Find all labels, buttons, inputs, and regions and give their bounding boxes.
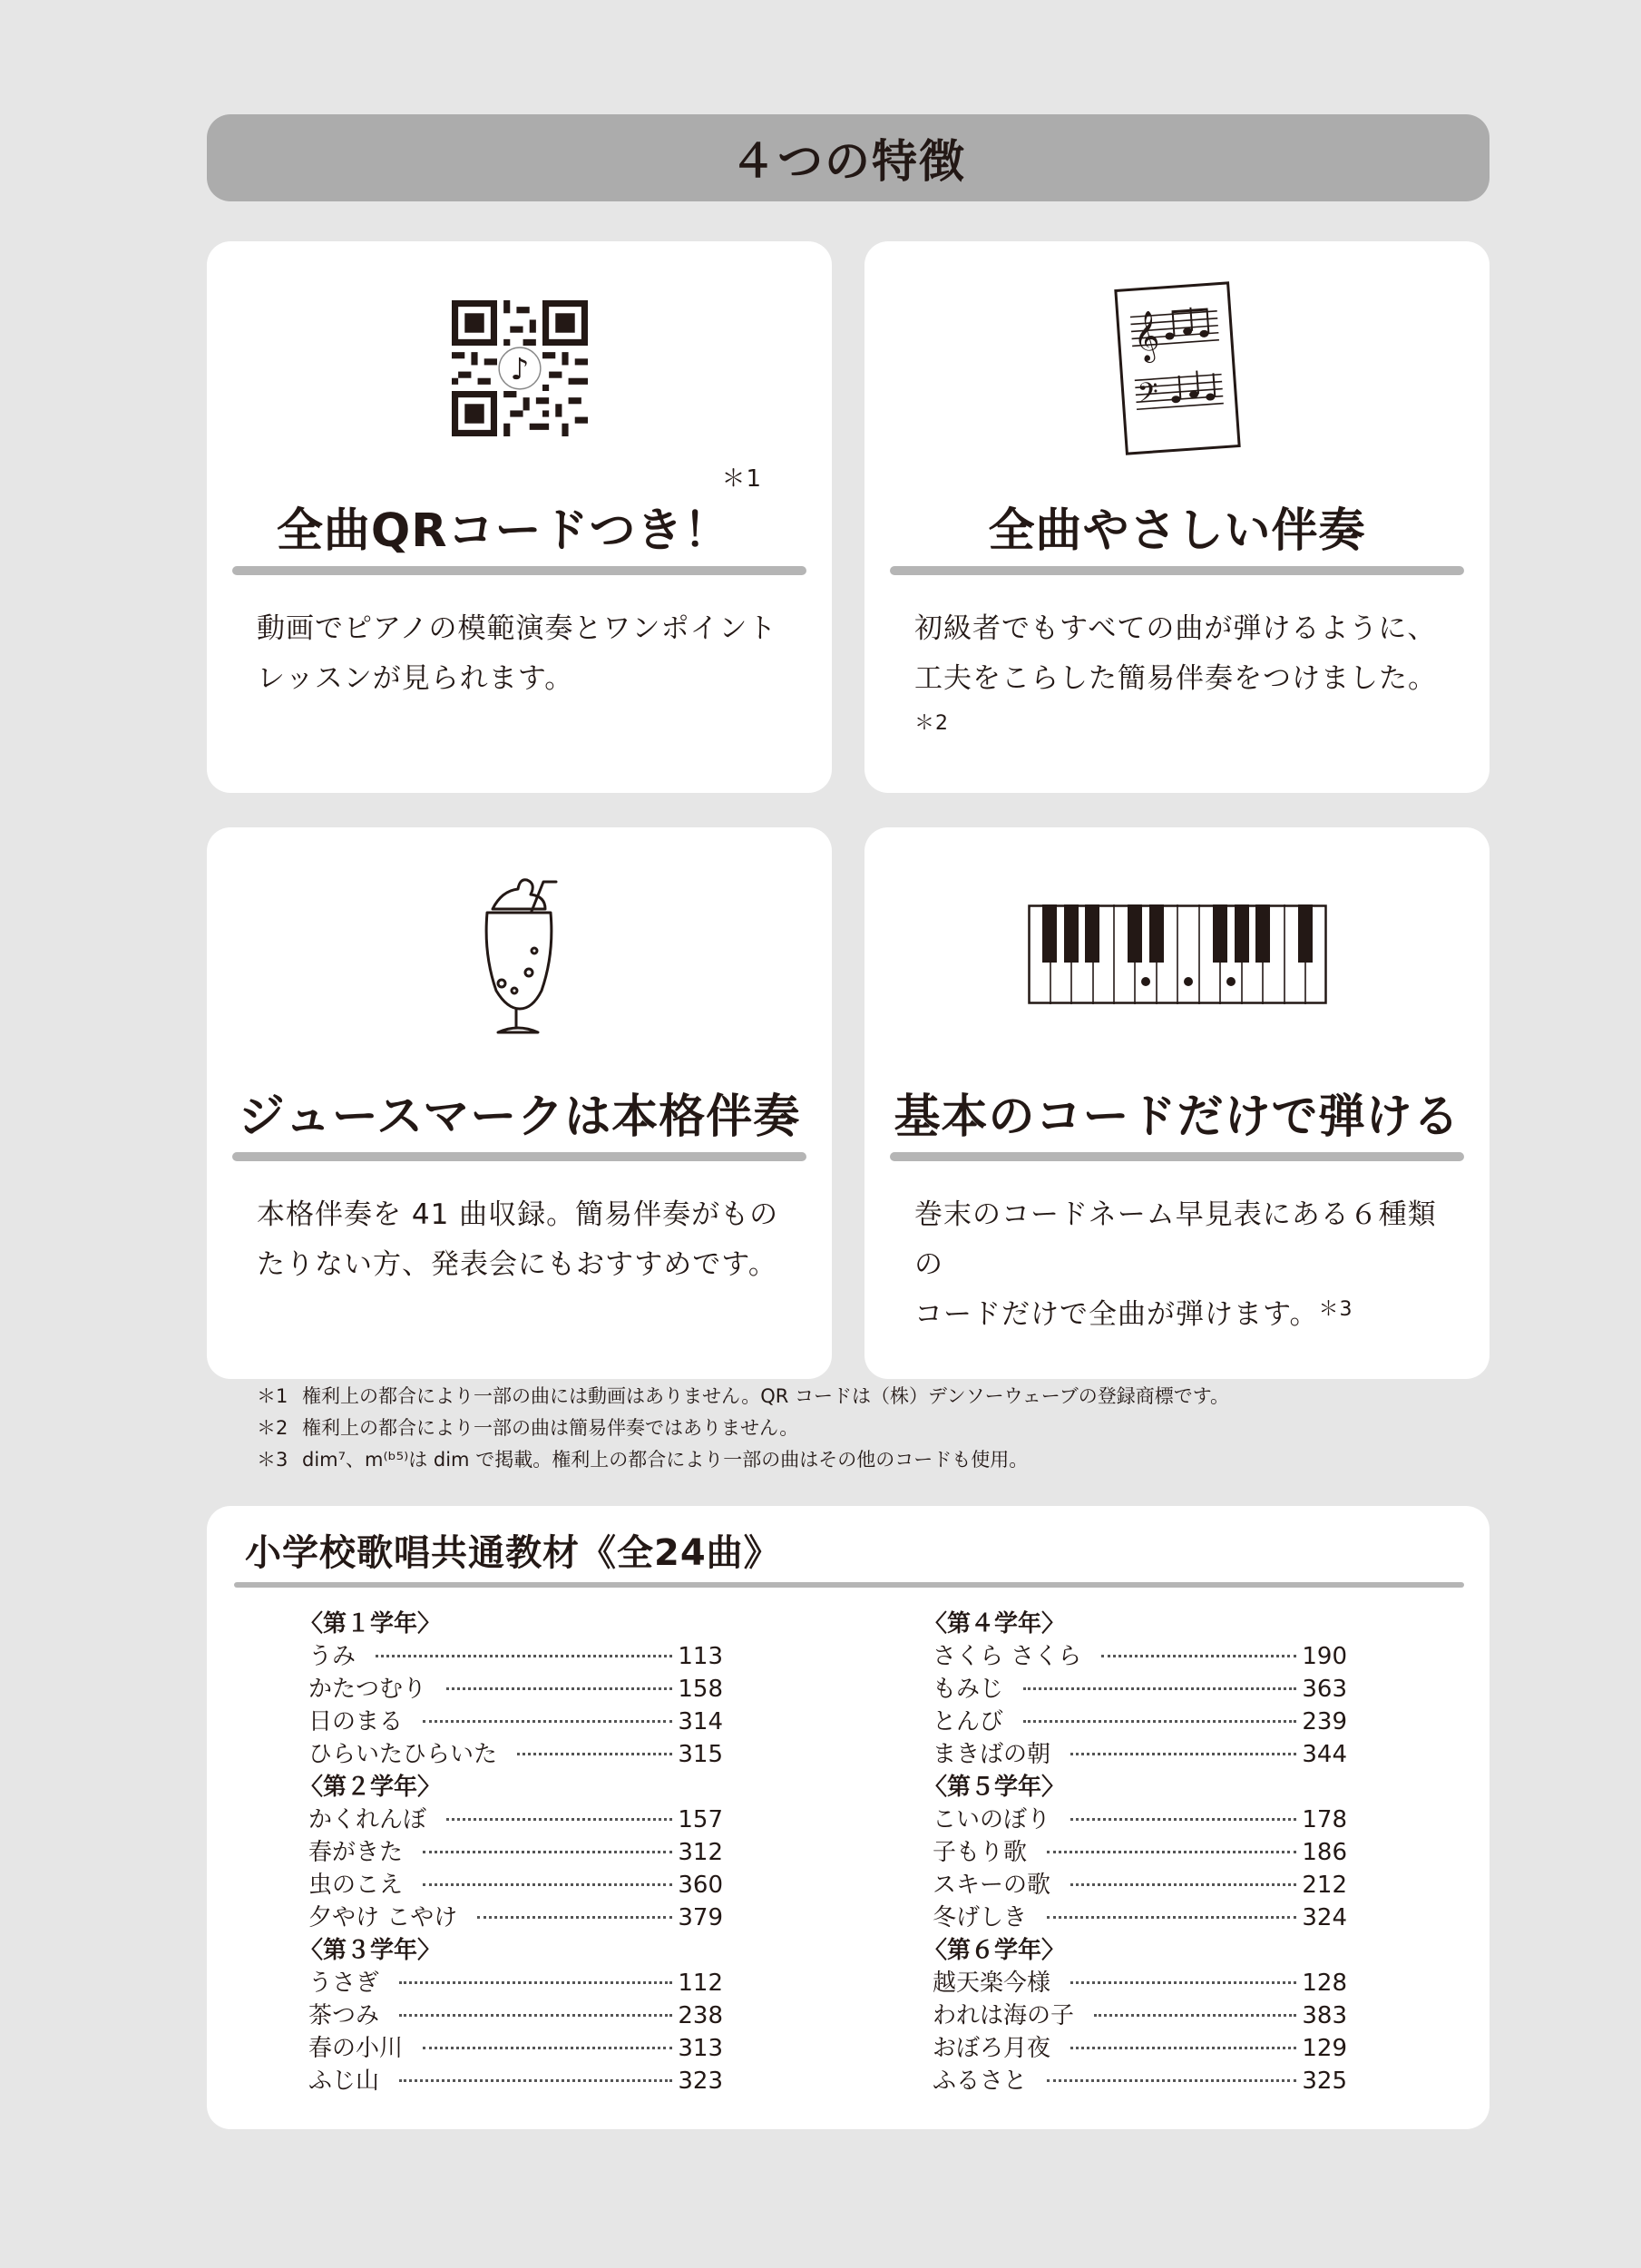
song-entry [923, 1967, 1347, 1999]
dot-leader [1070, 1981, 1296, 1984]
song-list-panel [207, 1506, 1490, 2129]
dot-leader [399, 1981, 672, 1984]
dot-leader [1101, 1655, 1296, 1657]
grade-heading: 〈第６学年〉 [923, 1937, 1066, 1964]
grade-heading: 〈第３学年〉 [299, 1937, 442, 1964]
song-column-right [923, 1608, 1347, 2097]
page-number: 212 [1302, 1872, 1347, 1899]
page-number: 325 [1302, 2068, 1347, 2095]
page-number: 129 [1302, 2035, 1347, 2062]
song-title: ふじ山 [308, 2068, 380, 2095]
song-entry [923, 2032, 1347, 2065]
grade-heading: 〈第４学年〉 [923, 1610, 1066, 1637]
dot-leader [446, 1687, 672, 1690]
page-number: 314 [678, 1708, 723, 1735]
song-title: うみ [308, 1643, 357, 1670]
dot-leader [446, 1818, 672, 1821]
footnote: ＊3 dim⁷、m⁽ᵇ⁵⁾は dim で掲載。権利上の都合により一部の曲はその他のコードも使用。 [257, 1449, 1029, 1471]
song-entry [299, 1869, 723, 1901]
dot-leader [1070, 1753, 1296, 1755]
song-title: 日のまる [308, 1708, 404, 1735]
song-list-title: 小学校歌唱共通教材《全24曲》 [245, 1532, 781, 1574]
song-title: スキーの歌 [933, 1872, 1051, 1899]
page-number: 186 [1302, 1839, 1347, 1866]
dot-leader [423, 1720, 672, 1723]
page-number: 360 [678, 1872, 723, 1899]
page-number: 113 [678, 1643, 723, 1670]
song-title: ひらいたひらいた [308, 1741, 498, 1768]
divider [890, 566, 1464, 575]
dot-leader [1047, 1851, 1296, 1853]
song-entry [299, 1836, 723, 1869]
song-column-left [299, 1608, 723, 2097]
dot-leader [1070, 1818, 1296, 1821]
footnote: ＊1 権利上の都合により一部の曲には動画はありません。QR コードは（株）デンソーウェーブの登録商標です。 [257, 1385, 1230, 1407]
footnote-mark: ＊3 [1318, 1298, 1353, 1321]
svg-text:𝄢: 𝄢 [1136, 376, 1160, 416]
song-title: われは海の子 [933, 2002, 1075, 2029]
grade-heading: 〈第１学年〉 [299, 1610, 442, 1637]
song-entry [299, 2065, 723, 2097]
page-number: 383 [1302, 2002, 1347, 2029]
song-title: うさぎ [308, 1970, 380, 1997]
page-number: 324 [1302, 1904, 1347, 1931]
divider [234, 1582, 1464, 1588]
dot-leader [1094, 2014, 1296, 2017]
song-title: かたつむり [308, 1676, 427, 1703]
song-entry [923, 1640, 1347, 1673]
song-entry [923, 1706, 1347, 1738]
feature-card-accompaniment [864, 241, 1490, 793]
page-number: 323 [678, 2068, 723, 2095]
svg-text:♪: ♪ [510, 352, 529, 387]
dot-leader [423, 1851, 672, 1853]
feature-description: 初級者でもすべての曲が弾けるように、 工夫をこらした簡易伴奏をつけました。$^{*2}$ [914, 612, 1437, 735]
song-entry [299, 1738, 723, 1771]
page-number: 363 [1302, 1676, 1347, 1703]
song-title: さくら さくら [933, 1643, 1082, 1670]
footnote: ＊2 権利上の都合により一部の曲は簡易伴奏ではありません。 [257, 1417, 799, 1439]
dot-leader [1070, 2047, 1296, 2049]
dot-leader [1070, 1883, 1296, 1886]
feature-title: 全曲QRコードつき！$^{*1}$ [276, 465, 763, 558]
song-entry [923, 1804, 1347, 1836]
song-title: まきばの朝 [933, 1741, 1051, 1768]
footnotes [257, 1381, 1436, 1476]
footnote-mark: ＊2 [914, 712, 949, 735]
song-entry [299, 1640, 723, 1673]
song-entry [923, 1836, 1347, 1869]
feature-card-chords [864, 827, 1490, 1379]
feature-description: 本格伴奏を 41 曲収録。簡易伴奏がもの たりない方、発表会にもおすすめです。 [257, 1198, 779, 1281]
song-title: 夕やけ こやけ [308, 1904, 458, 1931]
feature-title: ジュースマークは本格伴奏 [238, 1090, 801, 1144]
song-entry [299, 1901, 723, 1934]
divider [232, 566, 806, 575]
song-entry [923, 1901, 1347, 1934]
song-title: 子もり歌 [933, 1839, 1028, 1866]
dot-leader [1047, 1916, 1296, 1919]
dot-leader [376, 1655, 672, 1657]
dot-leader [1047, 2079, 1296, 2082]
song-title: もみじ [933, 1676, 1004, 1703]
page-number: 344 [1302, 1741, 1347, 1768]
page-number: 239 [1302, 1708, 1347, 1735]
song-title: 冬げしき [933, 1904, 1028, 1931]
page-number: 178 [1302, 1806, 1347, 1833]
page-number: 128 [1302, 1970, 1347, 1997]
dot-leader [399, 2014, 672, 2017]
dot-leader [517, 1753, 672, 1755]
page-number: 190 [1302, 1643, 1347, 1670]
grade-heading: 〈第２学年〉 [299, 1774, 442, 1801]
song-entry [923, 1673, 1347, 1706]
song-title: 春がきた [308, 1839, 404, 1866]
dot-leader [477, 1916, 672, 1919]
feature-card-juice [207, 827, 832, 1379]
song-entry [923, 2065, 1347, 2097]
song-entry [299, 1804, 723, 1836]
song-entry [923, 1999, 1347, 2032]
song-entry [299, 1706, 723, 1738]
page-number: 315 [678, 1741, 723, 1768]
grade-heading: 〈第５学年〉 [923, 1774, 1066, 1801]
divider [232, 1152, 806, 1161]
song-title: かくれんぼ [308, 1806, 427, 1833]
features-banner [207, 114, 1490, 201]
song-title: おぼろ月夜 [933, 2035, 1051, 2062]
dot-leader [1023, 1687, 1296, 1690]
sheet-music-icon [864, 278, 1490, 459]
dot-leader [1023, 1720, 1296, 1723]
dot-leader [399, 2079, 672, 2082]
divider [890, 1152, 1464, 1161]
song-title: 虫のこえ [308, 1872, 404, 1899]
feature-description: 巻末のコードネーム早見表にある６種類の コードだけで全曲が弾けます。$^{*3}$ [914, 1198, 1437, 1331]
song-title: ふるさと [933, 2068, 1028, 2095]
page-number: 157 [678, 1806, 723, 1833]
qr-code-icon [207, 278, 832, 459]
footnote-mark: ＊1 [721, 465, 763, 493]
page-number: 312 [678, 1839, 723, 1866]
svg-text:𝄞: 𝄞 [1131, 309, 1161, 363]
dot-leader [423, 1883, 672, 1886]
juice-glass-icon [207, 864, 832, 1045]
song-title: とんび [933, 1708, 1004, 1735]
song-title: 茶つみ [308, 2002, 380, 2029]
song-entry [923, 1869, 1347, 1901]
banner-title: ４つの特徴 [730, 135, 966, 188]
feature-description: 動画でピアノの模範演奏とワンポイント レッスンが見られます。 [257, 612, 777, 695]
page-number: 379 [678, 1904, 723, 1931]
feature-title: 基本のコードだけで弾ける [894, 1090, 1460, 1144]
song-entry [299, 1673, 723, 1706]
song-title: 越天楽今様 [933, 1970, 1051, 1997]
page-number: 112 [678, 1970, 723, 1997]
song-entry [299, 1967, 723, 1999]
song-title: 春の小川 [308, 2035, 404, 2062]
page-number: 313 [678, 2035, 723, 2062]
page-number: 158 [678, 1676, 723, 1703]
song-title: こいのぼり [933, 1806, 1051, 1833]
dot-leader [423, 2047, 672, 2049]
feature-card-qr [207, 241, 832, 793]
song-entry [923, 1738, 1347, 1771]
piano-keyboard-icon [864, 864, 1490, 1045]
page-number: 238 [678, 2002, 723, 2029]
song-entry [299, 2032, 723, 2065]
feature-title: 全曲やさしい伴奏 [988, 504, 1366, 558]
song-entry [299, 1999, 723, 2032]
